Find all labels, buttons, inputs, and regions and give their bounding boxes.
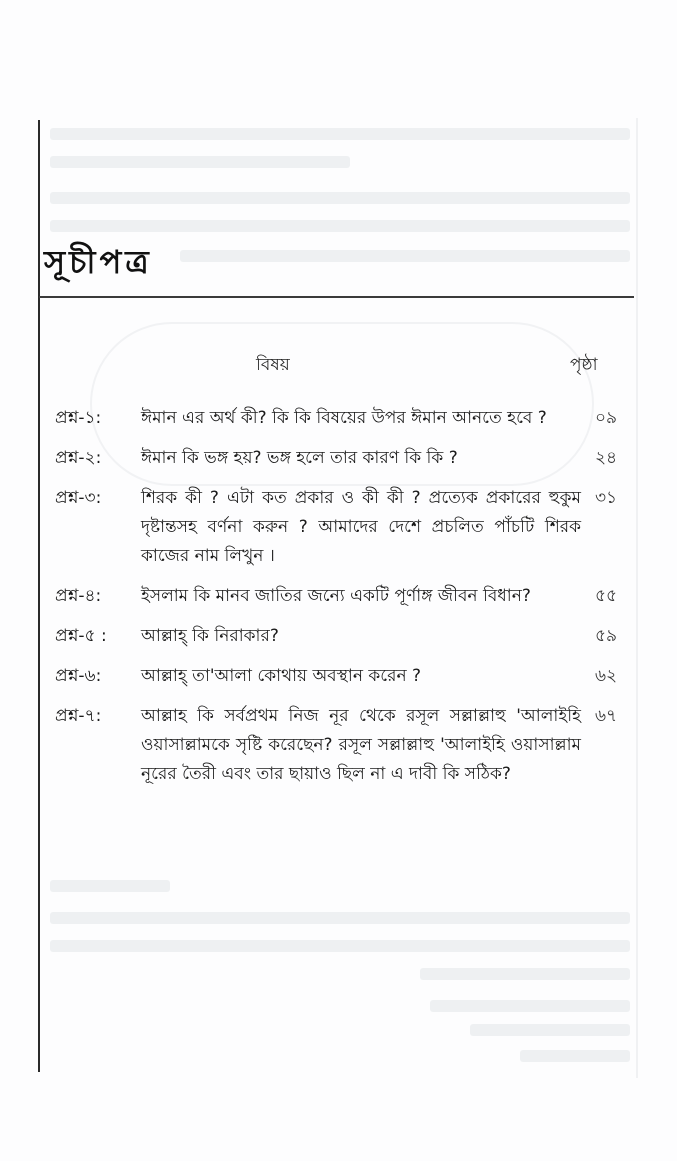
show-through-line	[50, 220, 630, 232]
question-label: প্রশ্ন-৩:	[55, 488, 102, 508]
page-number: ৩১	[595, 488, 618, 508]
question-label: প্রশ্ন-২:	[55, 448, 102, 468]
title-underline-rule	[39, 296, 634, 298]
show-through-line	[180, 250, 630, 262]
show-through-line	[470, 1024, 630, 1036]
page-number: ৬২	[595, 666, 618, 686]
question-label: প্রশ্ন-৫ :	[55, 626, 107, 646]
page-title: সূচীপত্র	[44, 243, 153, 281]
show-through-line	[50, 940, 630, 952]
question-text: ঈমান কি ভঙ্গ হয়? ভঙ্গ হলে তার কারণ কি কি ?	[141, 448, 458, 468]
show-through-line	[50, 156, 350, 168]
question-text: ইসলাম কি মানব জাতির জন্যে একটি পূর্ণাঙ্গ জীবন বিধান?	[141, 586, 531, 606]
toc-entry	[55, 404, 640, 433]
question-text: আল্লাহ্ তা'আলা কোথায় অবস্থান করেন ?	[141, 666, 422, 686]
page-number: ০৯	[595, 408, 618, 428]
question-text: আল্লাহ্ কি নিরাকার?	[141, 626, 279, 646]
question-text: শিরক কী ? এটা কত প্রকার ও কী কী ? প্রত্যেক প্রকারের হুকুম দৃষ্টান্তসহ বর্ণনা করুন ? আমাদের দেশে প্রচলিত পাঁচটি শিরক কাজের নাম লিখুন ।	[141, 488, 581, 566]
question-text: আল্লাহ কি সর্বপ্রথম নিজ নূর থেকে রসূল সল্লাল্লাহু 'আলাইহি ওয়াসাল্লামকে সৃষ্টি করেছেন? রসূল সল্লাল্লাহু 'আলাইহি ওয়াসাল্লাম নূরের তৈরী এবং তার ছায়াও ছিল না এ দাবী কি সঠিক?	[141, 706, 581, 784]
page-number: ৬৭	[595, 706, 618, 726]
toc-entry	[55, 622, 640, 651]
show-through-line	[50, 128, 630, 140]
question-label: প্রশ্ন-১:	[55, 408, 102, 428]
toc-entry	[55, 444, 640, 473]
page-number: ৫৯	[595, 626, 618, 646]
question-label: প্রশ্ন-৪:	[55, 586, 102, 606]
show-through-line	[50, 192, 630, 204]
page-number: ২৪	[595, 448, 618, 468]
toc-list	[55, 404, 640, 800]
question-text: ঈমান এর অর্থ কী? কি কি বিষয়ের উপর ঈমান আনতে হবে ?	[141, 408, 547, 428]
show-through-line	[50, 880, 170, 892]
question-label: প্রশ্ন-৭:	[55, 706, 102, 726]
question-label: প্রশ্ন-৬:	[55, 666, 102, 686]
toc-entry	[55, 702, 640, 789]
show-through-line	[520, 1050, 630, 1062]
show-through-line	[430, 1000, 630, 1012]
column-header-subject: বিষয়	[256, 355, 290, 375]
toc-entry	[55, 582, 640, 611]
show-through-line	[50, 912, 630, 924]
toc-entry	[55, 662, 640, 691]
show-through-line	[420, 968, 630, 980]
column-header-page: পৃষ্ঠা	[570, 355, 598, 375]
left-margin-rule	[38, 120, 40, 1072]
toc-entry	[55, 484, 640, 571]
page-number: ৫৫	[595, 586, 618, 606]
